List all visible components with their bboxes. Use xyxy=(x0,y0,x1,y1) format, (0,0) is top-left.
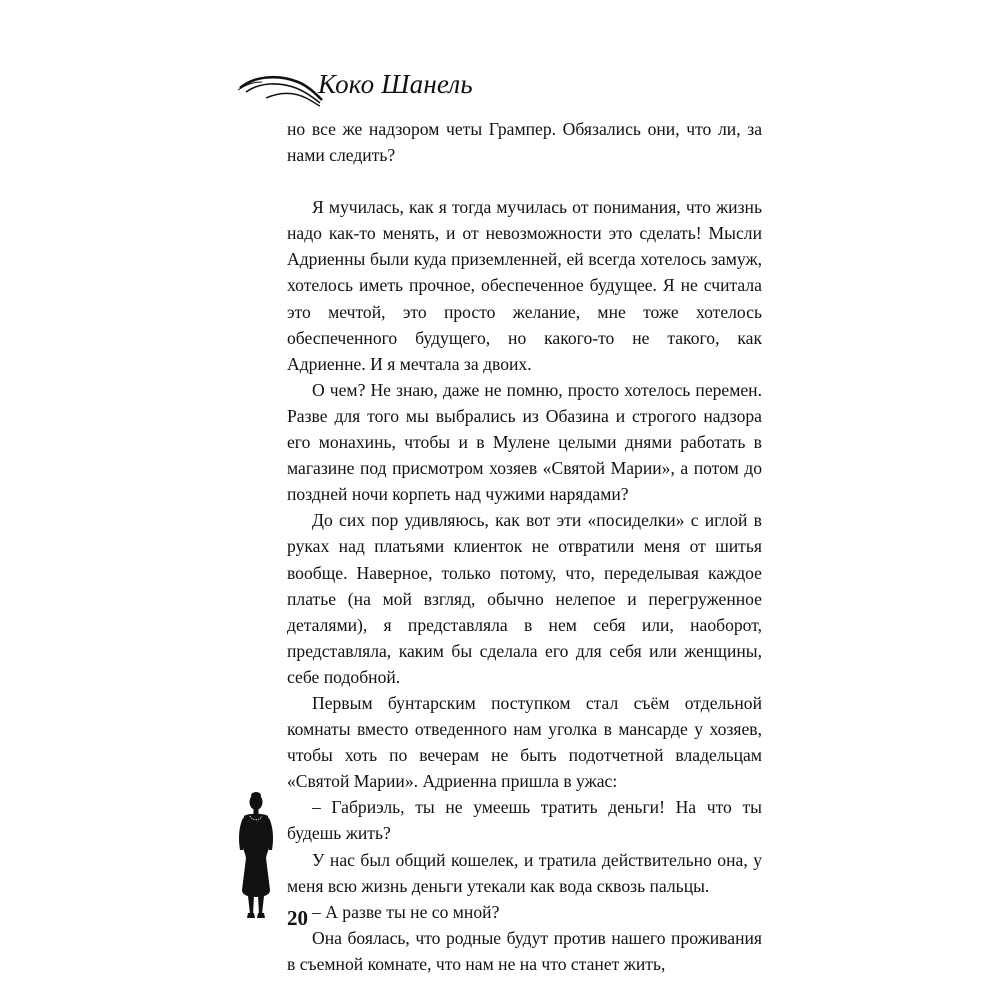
running-head: Коко Шанель xyxy=(318,69,473,99)
paragraph: У нас был общий кошелек, и тратила действительно она, у меня всю жизнь деньги утекали как вода сквозь пальцы. xyxy=(287,849,762,896)
paragraph: но все же надзором четы Грампер. Обязались они, что ли, за нами следить? xyxy=(287,119,762,166)
page-number: 20 xyxy=(287,906,308,930)
dialogue-line: – А разве ты не со мной? xyxy=(312,901,500,922)
header-flourish-ornament xyxy=(236,70,326,110)
paragraph: Она боялась, что родные будут против нашего проживания в съемной комнате, что нам не на что станет жить, xyxy=(287,927,762,974)
paragraph: До сих пор удивляюсь, как вот эти «посиделки» с иглой в руках над платьями клиенток не отвратили меня от шитья вообще. Наверное, только потому, что, переделывая каждое платье (на мой взгляд, обычно нелепое и перегруженное деталями), я представляла в нем себя или, наоборот, представляла, каким бы сделала его для себя или женщины, себе подобной. xyxy=(287,510,762,687)
paragraph-gap xyxy=(287,168,762,194)
paragraph: Я мучилась, как я тогда мучилась от понимания, что жизнь надо как-то менять, и от невозможности это сделать! Мысли Адриенны были куда приземленней, ей всегда хотелось замуж, хотелось иметь прочное, обеспеченное будущее. Я не считала это мечтой, это просто желание, мне тоже хотелось обеспеченного будущего, но какого-то не такого, как Адриенне. И я мечтала за двоих. xyxy=(287,197,762,374)
paragraph: О чем? Не знаю, даже не помню, просто хотелось перемен. Разве для того мы выбрались из Обазина и строгого надзора его монахинь, чтобы и в Мулене целыми днями работать в магазине под присмотром хозяев «Святой Марии», а потом до поздней ночи корпеть над чужими нарядами? xyxy=(287,379,762,505)
body-text xyxy=(287,116,762,977)
paragraph: Первым бунтарским поступком стал съём отдельной комнаты вместо отведенного нам уголка в мансарде у хозяев, чтобы хоть по вечерам не быть подотчетной владельцам «Святой Марии». Адриенна пришла в ужас: xyxy=(287,692,762,792)
woman-silhouette-icon xyxy=(234,792,278,922)
dialogue-line: – Габриэль, ты не умеешь тратить деньги! На что ты будешь жить? xyxy=(287,797,762,844)
